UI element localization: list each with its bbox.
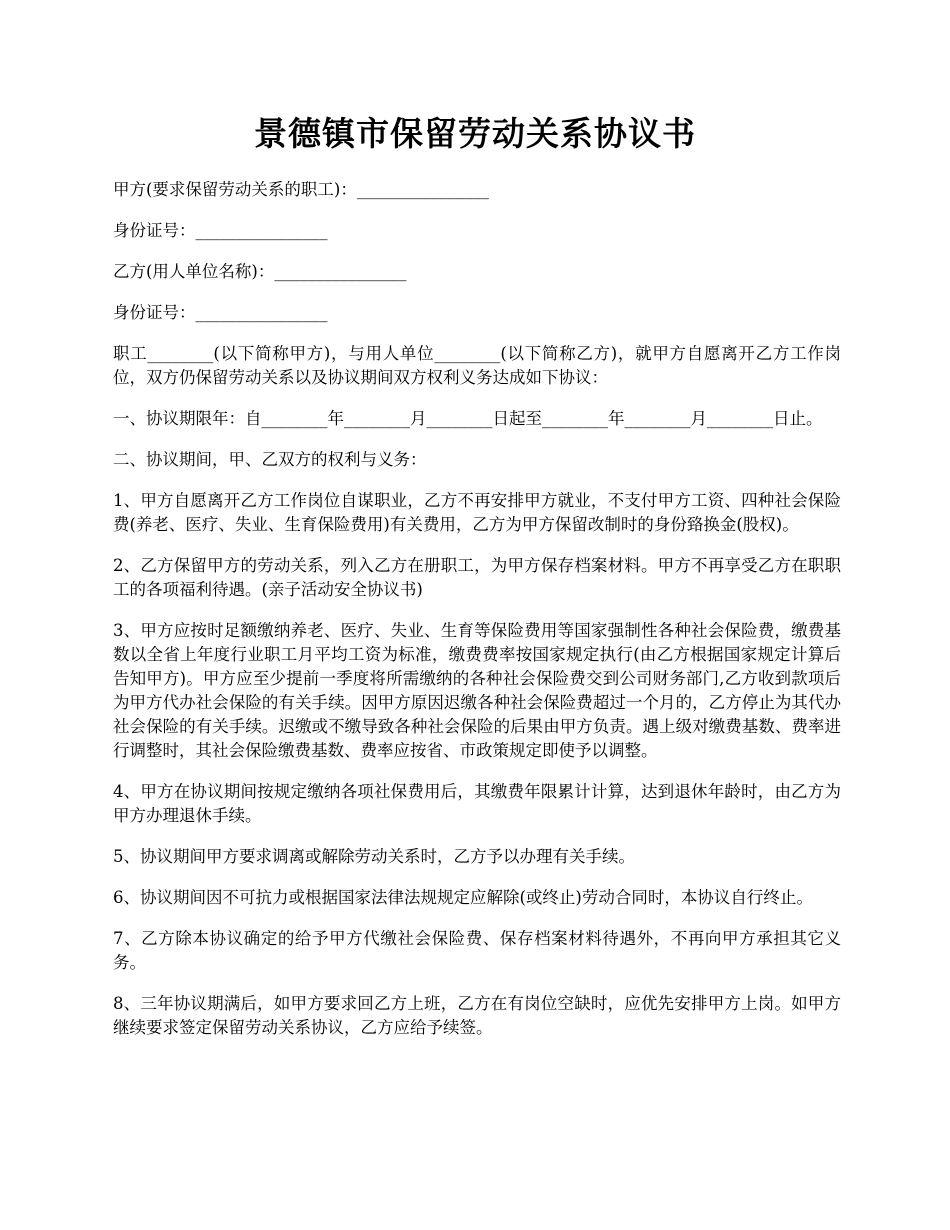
party-a-id-line: 身份证号：________________	[113, 221, 328, 240]
party-b-line: 乙方(用人单位名称)：________________	[113, 262, 407, 281]
party-b-id-line: 身份证号：________________	[113, 303, 328, 322]
clause-3: 3、甲方应按时足额缴纳养老、医疗、失业、生育等保险费用等国家强制性各种社会保险费，缴费基数以全省上年度行业职工月平均工资为标准，缴费费率按国家规定执行(由乙方根据国家规定计算后告知甲方)。甲方应至少提前一季度将所需缴纳的各种社会保险费交到公司财务部门,乙方收到款项后为甲方代办社会保险的有关手续。因甲方原因迟缴各种社会保险费超过一个月的，乙方停止为其代办社会保险的有关手续。迟缴或不缴导致各种社会保险的后果由甲方负责。遇上级对缴费基数、费率进行调整时，其社会保险缴费基数、费率应按省、市政策规定即使予以调整。	[113, 621, 841, 760]
clause-1: 1、甲方自愿离开乙方工作岗位自谋职业，乙方不再安排甲方就业，不支付甲方工资、四种社会保险费(养老、医疗、失业、生育保险费用)有关费用，乙方为甲方保留改制时的身份臵换金(股权)。	[113, 491, 841, 534]
clause-4: 4、甲方在协议期间按规定缴纳各项社保费用后，其缴费年限累计计算，达到退休年龄时，由乙方为甲方办理退休手续。	[113, 782, 841, 825]
section-1-term: 一、协议期限年：自________年________月________日起至________年________月________日止。	[113, 409, 823, 428]
clause-2: 2、乙方保留甲方的劳动关系，列入乙方在册职工，为甲方保存档案材料。甲方不再享受乙方在职职工的各项福利待遇。(亲子活动安全协议书)	[113, 556, 841, 599]
clause-5: 5、协议期间甲方要求调离或解除劳动关系时，乙方予以办理有关手续。	[113, 847, 635, 866]
party-a-line: 甲方(要求保留劳动关系的职工)：________________	[113, 180, 489, 199]
document-title: 景德镇市保留劳动关系协议书	[254, 114, 696, 153]
section-2-heading: 二、协议期间，甲、乙双方的权利与义务：	[113, 450, 427, 469]
clause-8: 8、三年协议期满后，如甲方要求回乙方上班，乙方在有岗位空缺时，应优先安排甲方上岗。如甲方继续要求签定保留劳动关系协议，乙方应给予续签。	[113, 994, 841, 1037]
clause-7: 7、乙方除本协议确定的给予甲方代缴社会保险费、保存档案材料待遇外，不再向甲方承担其它义务。	[113, 929, 841, 972]
document-body	[113, 178, 841, 1057]
intro-paragraph: 职工________(以下简称甲方)，与用人单位________(以下简称乙方)，就甲方自愿离开乙方工作岗位，双方仍保留劳动关系以及协议期间双方权利义务达成如下协议：	[113, 344, 841, 387]
clause-6: 6、协议期间因不可抗力或根据国家法律法规规定应解除(或终止)劳动合同时，本协议自行终止。	[113, 888, 813, 907]
